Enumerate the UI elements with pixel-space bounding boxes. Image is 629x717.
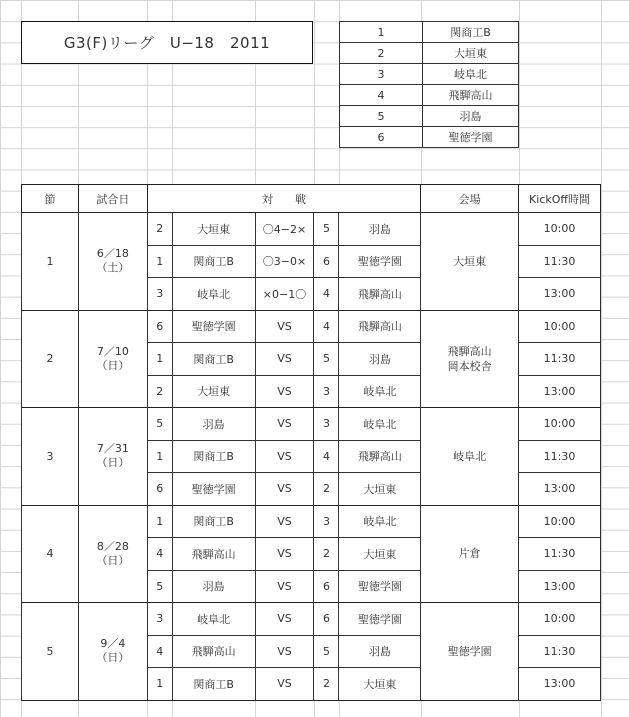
match-row [22,213,601,246]
team-number: 3 [340,64,423,85]
kickoff-time: 13:00 [519,278,601,311]
home-team-name: 岐阜北 [172,603,255,636]
kickoff-time: 13:00 [519,375,601,408]
kickoff-time: 13:00 [519,668,601,701]
day-of-week: （日） [96,456,130,470]
kickoff-time: 10:00 [519,408,601,441]
home-team-name: 大垣東 [172,213,255,246]
home-team-name: 聖徳学園 [172,473,255,506]
header-week: 節 [22,185,79,213]
schedule-header-row [22,185,601,213]
venue-name: 飛騨高山 [447,344,492,358]
home-team-number: 4 [147,635,172,668]
match-result: VS [255,603,314,636]
away-team-name: 岐阜北 [339,408,421,441]
match-result: VS [255,440,314,473]
page-title: G3(F)リーグ U−18 2011 [21,21,313,64]
match-date [78,603,147,701]
kickoff-time: 13:00 [519,473,601,506]
team-row [340,43,519,64]
away-team-number: 6 [314,603,339,636]
day-of-week: （日） [96,358,130,372]
venue-name: 岡本校舎 [447,359,492,373]
match-result: VS [255,668,314,701]
round-number: 1 [22,213,79,311]
away-team-name: 大垣東 [339,473,421,506]
home-team-name: 関商工B [172,245,255,278]
day-of-week: （日） [96,553,130,567]
away-team-name: 飛騨高山 [339,278,421,311]
home-team-number: 1 [147,668,172,701]
kickoff-time: 11:30 [519,538,601,571]
kickoff-time: 10:00 [519,310,601,343]
away-team-number: 4 [314,440,339,473]
team-number: 5 [340,106,423,127]
home-team-number: 4 [147,538,172,571]
home-team-number: 1 [147,440,172,473]
venue [421,408,519,506]
team-name: 羽島 [423,106,519,127]
match-result: VS [255,473,314,506]
home-team-name: 羽島 [172,570,255,603]
team-name: 岐阜北 [423,64,519,85]
match-date [78,213,147,311]
venue-name: 岐阜北 [453,449,487,463]
match-result: 〇3−0× [255,245,314,278]
home-team-number: 1 [147,343,172,376]
kickoff-time: 13:00 [519,570,601,603]
venue [421,310,519,408]
match-date [78,505,147,603]
home-team-name: 聖徳学園 [172,310,255,343]
away-team-name: 聖徳学園 [339,603,421,636]
team-number: 1 [340,22,423,43]
away-team-name: 羽島 [339,635,421,668]
header-date: 試合日 [78,185,147,213]
match-row [22,603,601,636]
match-result: VS [255,635,314,668]
venue [421,505,519,603]
date-value: 6／18 [96,247,129,261]
date-value: 8／28 [96,539,129,553]
away-team-name: 飛騨高山 [339,440,421,473]
round-number: 4 [22,505,79,603]
team-name: 関商工B [423,22,519,43]
home-team-number: 6 [147,473,172,506]
away-team-name: 岐阜北 [339,375,421,408]
home-team-name: 関商工B [172,505,255,538]
away-team-number: 5 [314,343,339,376]
away-team-name: 岐阜北 [339,505,421,538]
venue-name: 大垣東 [453,254,487,268]
away-team-number: 3 [314,375,339,408]
kickoff-time: 11:30 [519,635,601,668]
header-kickoff: KickOff時間 [519,185,601,213]
team-row [340,64,519,85]
kickoff-time: 10:00 [519,213,601,246]
kickoff-time: 11:30 [519,245,601,278]
away-team-name: 大垣東 [339,538,421,571]
away-team-number: 3 [314,505,339,538]
team-name: 大垣東 [423,43,519,64]
home-team-number: 6 [147,310,172,343]
venue-name: 聖徳学園 [447,644,492,658]
home-team-number: 2 [147,375,172,408]
match-result: VS [255,570,314,603]
home-team-number: 3 [147,603,172,636]
home-team-name: 関商工B [172,440,255,473]
home-team-name: 岐阜北 [172,278,255,311]
match-date [78,408,147,506]
round-number: 5 [22,603,79,701]
match-row [22,408,601,441]
date-value: 7／31 [96,442,129,456]
kickoff-time: 10:00 [519,603,601,636]
match-result: VS [255,375,314,408]
date-value: 9／4 [100,637,126,651]
away-team-number: 2 [314,538,339,571]
kickoff-time: 11:30 [519,343,601,376]
match-result: VS [255,343,314,376]
home-team-name: 関商工B [172,668,255,701]
venue-name: 片倉 [458,547,481,561]
match-date [78,310,147,408]
home-team-name: 大垣東 [172,375,255,408]
team-list-table [339,21,519,148]
team-number: 4 [340,85,423,106]
away-team-number: 6 [314,245,339,278]
home-team-number: 5 [147,570,172,603]
match-result: VS [255,408,314,441]
home-team-name: 羽島 [172,408,255,441]
away-team-number: 5 [314,635,339,668]
away-team-name: 羽島 [339,213,421,246]
day-of-week: （土） [96,261,130,275]
match-result: VS [255,310,314,343]
match-row [22,310,601,343]
team-row [340,106,519,127]
away-team-name: 聖徳学園 [339,245,421,278]
team-name: 飛騨高山 [423,85,519,106]
date-value: 7／10 [96,344,129,358]
match-result: 〇4−2× [255,213,314,246]
away-team-name: 聖徳学園 [339,570,421,603]
match-result: VS [255,538,314,571]
home-team-number: 5 [147,408,172,441]
home-team-number: 1 [147,245,172,278]
away-team-number: 3 [314,408,339,441]
venue [421,603,519,701]
away-team-number: 6 [314,570,339,603]
round-number: 3 [22,408,79,506]
match-result: VS [255,505,314,538]
team-row [340,127,519,148]
home-team-number: 1 [147,505,172,538]
home-team-name: 飛騨高山 [172,538,255,571]
away-team-name: 羽島 [339,343,421,376]
home-team-number: 2 [147,213,172,246]
gridline [601,0,602,717]
header-match: 対 戦 [147,185,420,213]
away-team-name: 大垣東 [339,668,421,701]
venue [421,213,519,311]
kickoff-time: 10:00 [519,505,601,538]
team-number: 2 [340,43,423,64]
team-number: 6 [340,127,423,148]
away-team-number: 2 [314,473,339,506]
away-team-number: 5 [314,213,339,246]
home-team-name: 飛騨高山 [172,635,255,668]
kickoff-time: 11:30 [519,440,601,473]
team-row [340,22,519,43]
away-team-number: 4 [314,310,339,343]
team-row [340,85,519,106]
away-team-name: 飛騨高山 [339,310,421,343]
match-result: ×0−1〇 [255,278,314,311]
away-team-number: 2 [314,668,339,701]
round-number: 2 [22,310,79,408]
match-row [22,505,601,538]
home-team-number: 3 [147,278,172,311]
team-name: 聖徳学園 [423,127,519,148]
header-venue: 会場 [421,185,519,213]
away-team-number: 4 [314,278,339,311]
day-of-week: （日） [96,651,130,665]
home-team-name: 関商工B [172,343,255,376]
schedule-table [21,184,601,701]
